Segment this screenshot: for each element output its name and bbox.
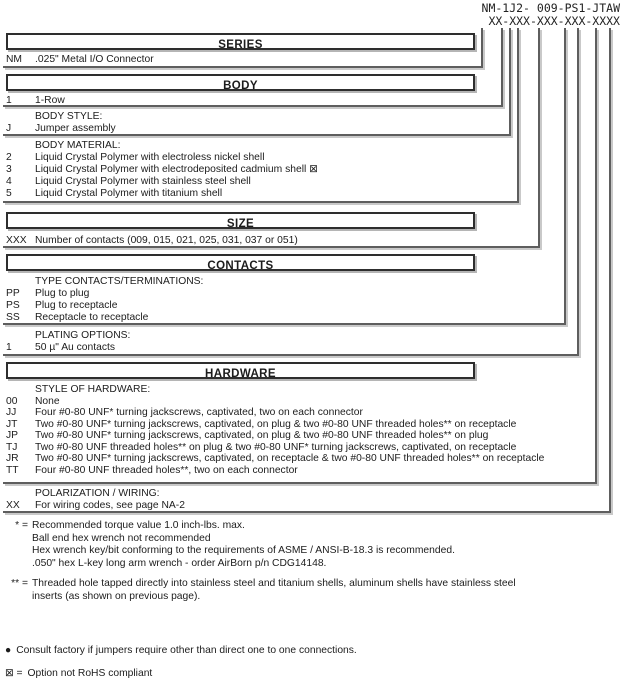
- option-code: 1: [6, 342, 12, 353]
- option-desc: Two #0-80 UNF* turning jackscrews, captivated, on plug & two #0-80 UNF threaded holes** on receptacle: [35, 419, 517, 430]
- bullet-icon: ●: [5, 645, 12, 656]
- option-code: TT: [6, 465, 19, 476]
- hardware-header-box: [6, 362, 475, 379]
- contacts-row-pp: [6, 288, 610, 299]
- part-number-example: NM-1J2- 009-PS1-JTAW: [481, 1, 620, 15]
- contacts-row-ps: [6, 300, 610, 311]
- option-desc: 1-Row: [35, 95, 65, 106]
- option-desc: Number of contacts (009, 015, 021, 025, 031, 037 or 051): [35, 235, 298, 246]
- option-code: 1: [6, 95, 12, 106]
- option-desc: Receptacle to receptacle: [35, 312, 149, 323]
- footnote-line: Hex wrench key/bit conforming to the requirements of ASME / ANSI-B-18.3 is recommended.: [32, 545, 455, 556]
- hardware-row-jt: [6, 419, 610, 430]
- hardware-row-jp: [6, 430, 610, 441]
- option-code: JJ: [6, 407, 17, 418]
- option-desc: .025" Metal I/O Connector: [35, 54, 154, 65]
- option-code: J: [6, 123, 12, 134]
- footnote-line: inserts (as shown on previous page).: [32, 590, 201, 602]
- body-row-1: [6, 95, 610, 106]
- series-title: SERIES: [218, 39, 263, 51]
- wiring-row-xx: [6, 500, 610, 511]
- option-code: 00: [6, 396, 18, 407]
- footnote-double-asterisk: [4, 578, 516, 603]
- body-material-label: BODY MATERIAL:: [35, 140, 121, 151]
- series-row-nm: [6, 54, 610, 65]
- option-code: 4: [6, 176, 12, 187]
- option-desc: Two #0-80 UNF* turning jackscrews, captivated, on receptacle & two #0-80 UNF threaded holes** on receptacle: [35, 453, 545, 464]
- option-desc: Liquid Crystal Polymer with stainless steel shell: [35, 176, 251, 187]
- footnote-line: Threaded hole tapped directly into stainless steel and titanium shells, aluminum shells have stainless steel: [32, 578, 516, 589]
- footnote-lines: [32, 520, 455, 570]
- option-desc: Four #0-80 UNF* turning jackscrews, captivated, two on each connector: [35, 407, 363, 418]
- footnote-asterisk: [4, 520, 455, 570]
- option-desc: Plug to receptacle: [35, 300, 118, 311]
- footnote-line: .050" hex L-key long arm wrench - order AirBorn p/n CDG14148.: [32, 557, 327, 569]
- contacts-type-label: TYPE CONTACTS/TERMINATIONS:: [35, 276, 204, 287]
- hardware-row-tj: [6, 442, 610, 453]
- body-style-row-j: [6, 123, 610, 134]
- contacts-title: CONTACTS: [207, 260, 274, 272]
- note-text: Option not RoHS compliant: [27, 668, 153, 679]
- rohs-legend-note: [5, 668, 152, 680]
- hardware-row-tt: [6, 465, 610, 476]
- hardware-title: HARDWARE: [205, 368, 276, 380]
- option-desc: Liquid Crystal Polymer with electrodeposited cadmium shell ⊠: [35, 164, 318, 175]
- option-desc: Two #0-80 UNF threaded holes** on plug & two #0-80 UNF* turning jackscrews, captivated, on receptacle: [35, 442, 517, 453]
- option-code: PS: [6, 300, 20, 311]
- option-desc: Liquid Crystal Polymer with titanium shell: [35, 188, 223, 199]
- option-desc: Liquid Crystal Polymer with electroless nickel shell: [35, 152, 265, 163]
- hardware-style-label: STYLE OF HARDWARE:: [35, 384, 151, 395]
- option-code: TJ: [6, 442, 18, 453]
- footnote-line: Recommended torque value 1.0 inch-lbs. max.: [32, 520, 245, 531]
- footnote-marker: * =: [15, 520, 28, 531]
- option-desc: Four #0-80 UNF threaded holes**, two on each connector: [35, 465, 298, 476]
- hardware-row-jj: [6, 407, 610, 418]
- hardware-row-00: [6, 396, 610, 407]
- footnote-marker: ** =: [11, 578, 28, 589]
- body-title: BODY: [223, 80, 258, 92]
- option-code: XX: [6, 500, 20, 511]
- body-material-row-5: [6, 188, 610, 199]
- body-material-row-4: [6, 176, 610, 187]
- wiring-label: POLARIZATION / WIRING:: [35, 488, 160, 499]
- body-material-row-2: [6, 152, 610, 163]
- hardware-row-jr: [6, 453, 610, 464]
- plating-label: PLATING OPTIONS:: [35, 330, 131, 341]
- body-header-box: [6, 74, 475, 91]
- body-material-row-3: [6, 164, 610, 175]
- option-code: JR: [6, 453, 19, 464]
- option-desc: Plug to plug: [35, 288, 90, 299]
- option-code: JT: [6, 419, 18, 430]
- option-desc: None: [35, 396, 60, 407]
- contacts-row-ss: [6, 312, 610, 323]
- boxed-x-icon: ⊠ =: [5, 668, 23, 679]
- option-desc: 50 µ" Au contacts: [35, 342, 115, 353]
- option-code: SS: [6, 312, 20, 323]
- option-code: PP: [6, 288, 20, 299]
- option-code: XXX: [6, 235, 27, 246]
- size-row-xxx: [6, 235, 610, 246]
- contacts-header-box: [6, 254, 475, 271]
- footnote-line: Ball end hex wrench not recommended: [32, 532, 211, 544]
- footnote-lines: [32, 578, 516, 603]
- note-text: Consult factory if jumpers require other than direct one to one connections.: [16, 645, 357, 656]
- option-code: JP: [6, 430, 19, 441]
- consult-factory-note: [5, 645, 357, 657]
- body-style-label: BODY STYLE:: [35, 111, 103, 122]
- option-desc: Two #0-80 UNF* turning jackscrews, captivated, on plug & two #0-80 UNF threaded holes** on plug: [35, 430, 489, 441]
- option-desc: Jumper assembly: [35, 123, 116, 134]
- series-header-box: [6, 33, 475, 50]
- option-code: 2: [6, 152, 12, 163]
- size-header-box: [6, 212, 475, 229]
- size-title: SIZE: [226, 218, 255, 230]
- option-desc: For wiring codes, see page NA-2: [35, 500, 185, 511]
- part-number-mask: XX-XXX-XXX-XXX-XXXX: [488, 14, 620, 28]
- option-code: NM: [6, 54, 23, 65]
- plating-row-1: [6, 342, 610, 353]
- option-code: 5: [6, 188, 12, 199]
- option-code: 3: [6, 164, 12, 175]
